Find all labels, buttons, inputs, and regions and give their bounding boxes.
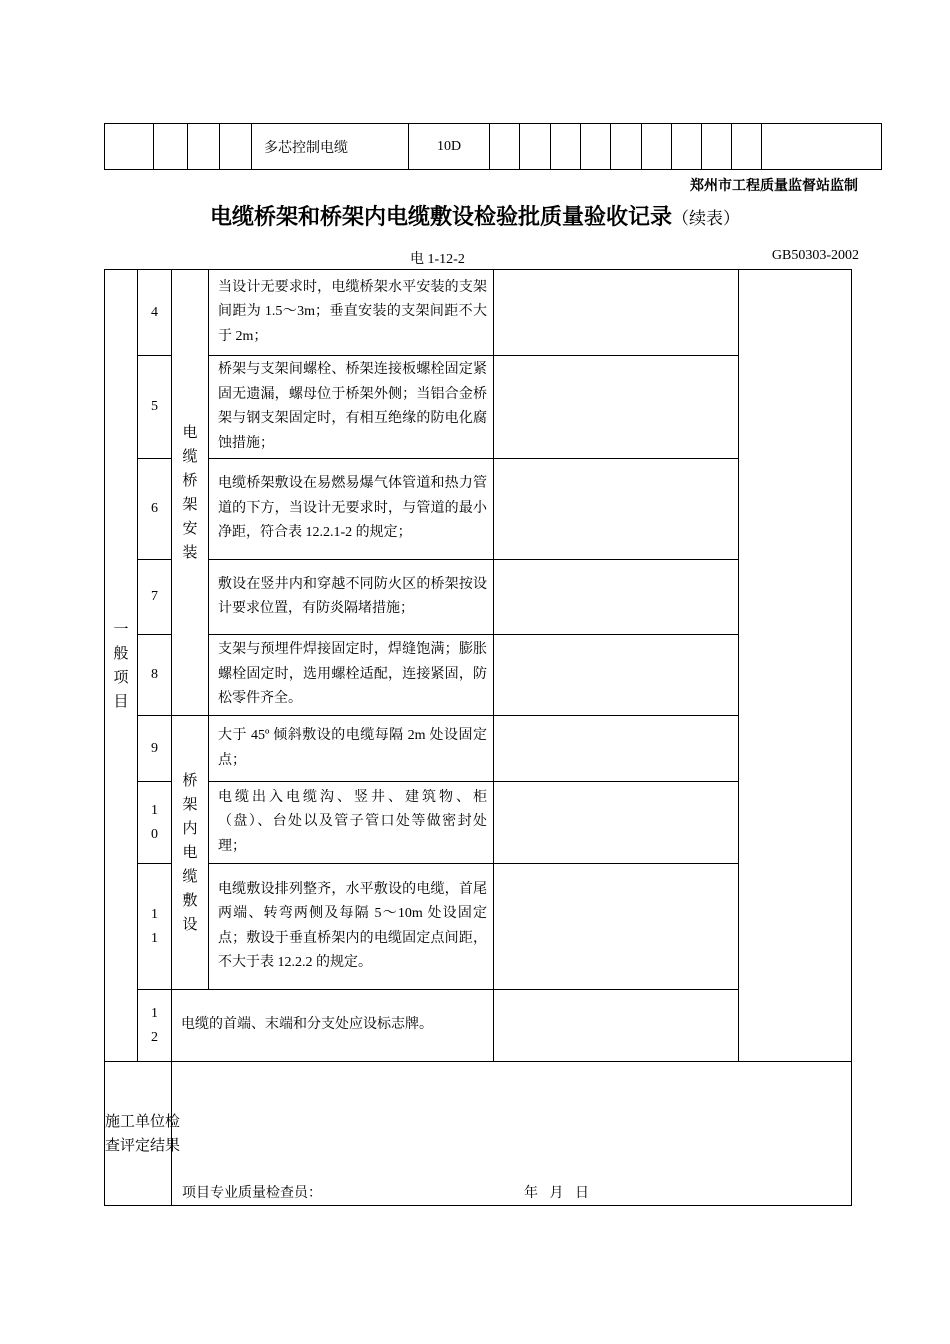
date-label: 年 月 日 — [524, 1186, 589, 1201]
check-record-cell — [494, 560, 739, 635]
page-title — [0, 200, 950, 231]
empty-cell — [105, 124, 154, 170]
item-number: 4 — [138, 270, 172, 356]
item-number — [138, 990, 172, 1062]
group-tray-install-text: 电缆桥架安装 — [182, 424, 198, 561]
item-number-text: 11 — [151, 906, 158, 946]
item-text: 电缆的首端、末端和分支处应设标志牌。 — [172, 990, 494, 1062]
check-record-cell — [494, 782, 739, 864]
evaluation-result-cell — [172, 1062, 852, 1206]
group-cable-laying — [172, 716, 209, 990]
standard-code: GB50303-2002 — [771, 248, 859, 263]
cable-code: 10D — [409, 124, 490, 170]
empty-cell — [220, 124, 252, 170]
empty-cell — [520, 124, 551, 170]
empty-cell — [154, 124, 188, 170]
item-number: 7 — [138, 560, 172, 635]
item-text: 大于 45º 倾斜敷设的电缆每隔 2m 处设固定点； — [209, 716, 494, 782]
supervisor-acceptance-cell — [739, 270, 852, 1062]
item-number — [138, 864, 172, 990]
check-record-cell — [494, 990, 739, 1062]
construction-unit-text: 施工单位检查评定结果 — [105, 1113, 181, 1154]
empty-cell — [642, 124, 672, 170]
check-record-cell — [494, 635, 739, 716]
check-record-cell — [494, 459, 739, 560]
empty-cell — [732, 124, 762, 170]
title-main: 电缆桥架和桥架内电缆敷设检验批质量验收记录 — [209, 205, 672, 230]
check-record-cell — [494, 716, 739, 782]
empty-cell — [611, 124, 642, 170]
item-number: 9 — [138, 716, 172, 782]
cable-type-label: 多芯控制电缆 — [252, 124, 409, 170]
form-code: 电 1-12-2 — [410, 252, 465, 267]
empty-cell — [188, 124, 220, 170]
item-text: 电缆桥架敷设在易燃易爆气体管道和热力管道的下方，当设计无要求时，与管道的最小净距，符合表 12.2.1-2 的规定； — [209, 459, 494, 560]
empty-cell — [551, 124, 581, 170]
item-text: 支架与预埋件焊接固定时，焊缝饱满；膨胀螺栓固定时，选用螺栓适配，连接紧固，防松零件齐全。 — [209, 635, 494, 716]
group-tray-install — [172, 270, 209, 716]
empty-cell — [581, 124, 611, 170]
check-record-cell — [494, 864, 739, 990]
item-text: 电缆敷设排列整齐，水平敷设的电缆，首尾两端、转弯两侧及每隔 5～10m 处设固定点；敷设于垂直桥架内的电缆固定点间距，不大于表 12.2.2 的规定。 — [209, 864, 494, 990]
item-number-text: 10 — [151, 802, 158, 842]
title-suffix: （续表） — [672, 209, 740, 229]
empty-cell — [672, 124, 702, 170]
item-number — [138, 782, 172, 864]
item-number: 6 — [138, 459, 172, 560]
item-text: 敷设在竖井内和穿越不同防火区的桥架按设计要求位置，有防炎隔堵措施； — [209, 560, 494, 635]
group-cable-laying-text: 桥架内电缆敷设 — [182, 772, 198, 933]
quality-checker-label: 项目专业质量检查员： — [182, 1186, 322, 1201]
top-continuation-table — [104, 123, 882, 170]
item-text: 桥架与支架间螺栓、桥架连接板螺栓固定紧固无遗漏，螺母位于桥架外侧；当铝合金桥架与钢支架固定时，有相互绝缘的防电化腐蚀措施； — [209, 356, 494, 459]
item-number: 8 — [138, 635, 172, 716]
item-text: 当设计无要求时，电缆桥架水平安装的支架间距为 1.5～3m；垂直安装的支架间距不大于 2m； — [209, 270, 494, 356]
general-items-label — [105, 270, 138, 1062]
construction-unit-label — [105, 1062, 181, 1206]
general-items-text: 一般项目 — [113, 621, 129, 710]
empty-cell — [762, 124, 882, 170]
item-number: 5 — [138, 356, 172, 459]
supervisor-label: 郑州市工程质量监督站监制 — [690, 178, 858, 194]
check-record-cell — [494, 356, 739, 459]
check-record-cell — [494, 270, 739, 356]
empty-cell — [702, 124, 732, 170]
item-text: 电缆出入电缆沟、竖井、建筑物、柜（盘）、台处以及管子管口处等做密封处理； — [209, 782, 494, 864]
item-number-text: 12 — [151, 1005, 158, 1045]
inspection-table — [104, 269, 852, 1206]
empty-cell — [490, 124, 520, 170]
